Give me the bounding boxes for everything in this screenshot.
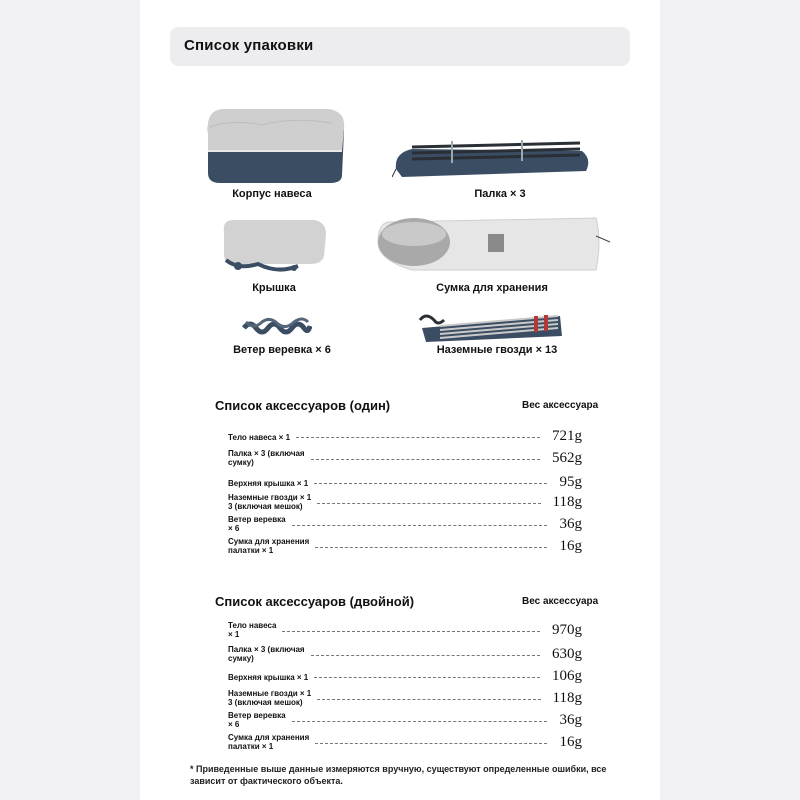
row-name: Верхняя крышка × 1 — [228, 673, 309, 682]
table-row — [228, 732, 582, 754]
row-name: Ветер веревка × 6 — [228, 515, 286, 533]
table-row — [228, 514, 582, 536]
ground-stakes-icon — [416, 306, 566, 349]
storage-bag-icon — [376, 212, 616, 281]
dotted-leader — [292, 525, 547, 526]
item-label: Корпус навеса — [232, 188, 312, 200]
table-row — [228, 426, 582, 448]
row-weight: 36g — [559, 712, 582, 728]
dotted-leader — [292, 721, 547, 722]
row-name: Верхняя крышка × 1 — [228, 479, 309, 488]
row-weight: 118g — [552, 494, 582, 510]
double-list-title: Список аксессуаров (двойной) — [215, 594, 415, 609]
row-name: Наземные гвозди × 1 3 (включая мешок) — [228, 493, 312, 511]
table-row — [228, 536, 582, 558]
wind-rope-icon — [242, 316, 312, 343]
row-name: Палка × 3 (включая сумку) — [228, 449, 305, 467]
dotted-leader — [311, 459, 540, 460]
double-weight-header: Вес аксессуара — [522, 596, 599, 607]
single-list-title: Список аксессуаров (один) — [215, 398, 391, 413]
table-row — [228, 620, 582, 642]
item-label: Ветер веревка × 6 — [233, 344, 331, 356]
item-label: Наземные гвозди × 13 — [436, 344, 558, 356]
canopy-body-icon — [202, 105, 352, 192]
row-weight: 106g — [552, 668, 582, 684]
packing-list-page — [140, 0, 660, 800]
row-weight: 118g — [552, 690, 582, 706]
row-weight: 95g — [559, 474, 582, 490]
footnote: * Приведенные выше данные измеряются вручную, существуют определенные ошибки, все зависит от фактического объекта. — [190, 764, 607, 786]
dotted-leader — [314, 677, 540, 678]
item-label: Крышка — [252, 282, 296, 294]
table-row — [228, 644, 582, 666]
row-weight: 970g — [552, 622, 582, 638]
row-name: Ветер веревка × 6 — [228, 711, 286, 729]
row-weight: 36g — [559, 516, 582, 532]
item-label: Сумка для хранения — [436, 282, 548, 294]
row-name: Тело навеса × 1 — [228, 621, 277, 639]
row-name: Тело навеса × 1 — [228, 433, 291, 442]
row-name: Сумка для хранения палатки × 1 — [228, 733, 310, 751]
table-row — [228, 472, 582, 494]
single-weight-header: Вес аксессуара — [522, 400, 599, 411]
row-weight: 630g — [552, 646, 582, 662]
row-weight: 16g — [559, 734, 582, 750]
row-weight: 562g — [552, 450, 582, 466]
section-header — [170, 27, 630, 66]
dotted-leader — [315, 743, 547, 744]
dotted-leader — [296, 437, 540, 438]
row-name: Наземные гвозди × 1 3 (включая мешок) — [228, 689, 312, 707]
dotted-leader — [317, 503, 541, 504]
row-name: Палка × 3 (включая сумку) — [228, 645, 305, 663]
dotted-leader — [311, 655, 540, 656]
row-weight: 721g — [552, 428, 582, 444]
dotted-leader — [282, 631, 540, 632]
poles-icon — [392, 135, 592, 185]
table-row — [228, 666, 582, 688]
row-weight: 16g — [559, 538, 582, 554]
dotted-leader — [317, 699, 541, 700]
item-label: Палка × 3 — [474, 188, 526, 200]
page-title: Список упаковки — [184, 37, 314, 54]
dotted-leader — [314, 483, 547, 484]
dotted-leader — [315, 547, 547, 548]
cover-icon — [218, 218, 330, 281]
table-row — [228, 710, 582, 732]
table-row — [228, 688, 582, 710]
row-name: Сумка для хранения палатки × 1 — [228, 537, 310, 555]
table-row — [228, 448, 582, 470]
table-row — [228, 492, 582, 514]
